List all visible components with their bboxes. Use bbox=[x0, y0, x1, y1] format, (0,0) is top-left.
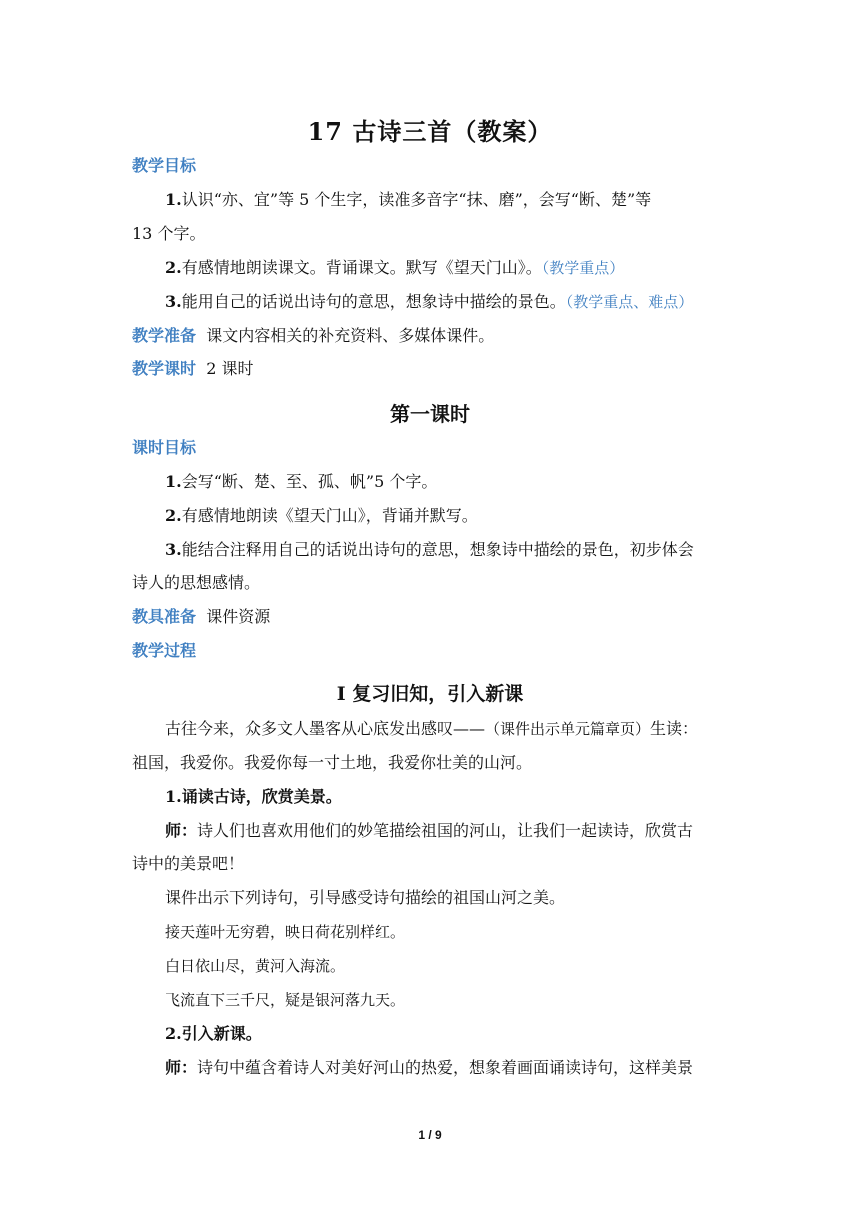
step-1-heading: 1.诵读古诗，欣赏美景。 bbox=[165, 787, 342, 806]
teacher-label-2: 师： bbox=[165, 1058, 198, 1077]
teacher-line-1-text: 诗人们也喜欢用他们的妙笔描绘祖国的河山，让我们一起读诗，欣赏古 bbox=[197, 821, 694, 840]
goal-2 bbox=[165, 257, 765, 279]
poem-line-2: 白日依山尽，黄河入海流。 bbox=[165, 957, 346, 975]
poem-line-1: 接天莲叶无穷碧，映日荷花别样红。 bbox=[165, 923, 406, 941]
hours-text: 2 课时 bbox=[206, 359, 254, 378]
goals-heading: 教学目标 bbox=[132, 156, 197, 175]
lesson-goal-2-number: 2. bbox=[165, 506, 182, 525]
lesson-goal-3-number: 3. bbox=[165, 540, 182, 559]
goal-1 bbox=[165, 189, 765, 211]
goal-1-number: 1. bbox=[165, 190, 182, 209]
lesson-goal-1-number: 1. bbox=[165, 472, 182, 491]
lesson-goal-2-text: 有感情地朗读《望天门山》，背诵并默写。 bbox=[181, 506, 478, 525]
preparation-heading: 教学准备 bbox=[132, 326, 197, 345]
paragraph-2: 课件出示下列诗句，引导感受诗句描绘的祖国山河之美。 bbox=[165, 888, 566, 907]
lesson-goal-1 bbox=[165, 471, 765, 493]
lesson-goal-3-text: 能结合注释用自己的话说出诗句的意思，想象诗中描绘的景色，初步体会 bbox=[181, 540, 694, 559]
goal-3-text: 能用自己的话说出诗句的意思，想象诗中描绘的景色。 bbox=[181, 292, 566, 311]
process-heading: 教学过程 bbox=[132, 641, 197, 660]
preparation-row bbox=[132, 325, 732, 347]
goal-1-text: 认识“亦、宜”等 5 个生字，读准多音字“抹、磨”，会写“断、楚”等 bbox=[181, 190, 652, 209]
preparation-text: 课文内容相关的补充资料、多媒体课件。 bbox=[206, 326, 495, 345]
lesson-goal-1-text: 会写“断、楚、至、孤、帆”5 个字。 bbox=[181, 472, 438, 491]
goal-2-text: 有感情地朗读课文。背诵课文。默写《望天门山》。 bbox=[181, 258, 542, 277]
document-title: 17 古诗三首（教案） bbox=[307, 117, 553, 146]
section-1-title: Ⅰ 复习旧知，引入新课 bbox=[336, 683, 524, 705]
lesson-goals-heading: 课时目标 bbox=[132, 438, 197, 457]
goal-1-continued: 13 个字。 bbox=[132, 224, 206, 243]
tools-text: 课件资源 bbox=[206, 607, 271, 626]
lesson-goal-2 bbox=[165, 505, 765, 527]
paragraph-1 bbox=[165, 718, 765, 740]
hours-row bbox=[132, 358, 732, 380]
paragraph-1-continued: 祖国，我爱你。我爱你每一寸土地，我爱你壮美的山河。 bbox=[132, 753, 533, 772]
lesson-goal-3 bbox=[165, 539, 765, 561]
paragraph-1-note: （课件出示单元篇章页） bbox=[485, 720, 651, 738]
paragraph-1-text-a: 古往今来，众多文人墨客从心底发出感叹—— bbox=[165, 719, 486, 738]
page-number: 1 / 9 bbox=[418, 1128, 442, 1142]
goal-3 bbox=[165, 291, 765, 313]
hours-heading: 教学课时 bbox=[132, 359, 197, 378]
lesson-1-title: 第一课时 bbox=[390, 402, 470, 426]
tools-row bbox=[132, 606, 732, 628]
teacher-label: 师： bbox=[165, 821, 198, 840]
teacher-line-2 bbox=[165, 1057, 765, 1079]
goal-3-note: （教学重点、难点） bbox=[565, 293, 694, 311]
lesson-goal-3-continued: 诗人的思想感情。 bbox=[132, 573, 261, 592]
goal-3-number: 3. bbox=[165, 292, 182, 311]
step-2-heading: 2.引入新课。 bbox=[165, 1024, 262, 1043]
paragraph-1-text-b: 生读： bbox=[650, 719, 699, 738]
teacher-line-2-text: 诗句中蕴含着诗人对美好河山的热爱，想象着画面诵读诗句，这样美景 bbox=[197, 1058, 694, 1077]
poem-line-3: 飞流直下三千尺，疑是银河落九天。 bbox=[165, 991, 406, 1009]
tools-heading: 教具准备 bbox=[132, 607, 197, 626]
goal-2-note: （教学重点） bbox=[541, 259, 625, 277]
teacher-line-1-continued: 诗中的美景吧！ bbox=[132, 854, 245, 873]
teacher-line-1 bbox=[165, 820, 765, 842]
goal-2-number: 2. bbox=[165, 258, 182, 277]
